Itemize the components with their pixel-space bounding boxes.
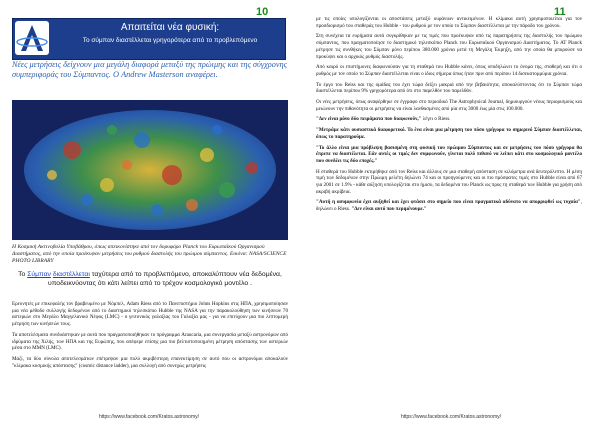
cmb-map-image xyxy=(12,100,288,240)
quote-paragraph: "Μετράμε κάτι ουσιαστικά διαφορετικό. Το ένα είναι μια μέτρηση του πόσο γρήγορα το σημερινό Σύμπαν διαστέλλεται, όπως το παρατηρούμε. xyxy=(316,127,582,140)
quote-bold: "Δεν είναι αυτό που περιμένουμε." xyxy=(351,206,427,213)
link-expands[interactable]: διαστέλλεται xyxy=(52,271,90,278)
article-column xyxy=(12,301,288,373)
footer-url[interactable]: https://www.facebook.com/Kratos.astronomy/ xyxy=(400,414,502,420)
quote-attribution: λέγει ο Riess. xyxy=(421,116,451,123)
article-paragraph: με τις οποίες υπολογίζονται οι αποστάσεις μεταξύ ουράνιων αντικειμένων. Η κλίμακα αυτή χρησιμοποιείται για τον προσδιορισμό του σταθεράς του Hubble - του ρυθμού με τον οποίο το Σύμπαν διαστέλλεται με την πάροδο του χρόνου. xyxy=(316,16,582,29)
quote-bold: "Δεν είναι μόνο δύο πειράματα που διαφωνούν," xyxy=(316,116,422,123)
image-caption: Η Κοσμική Ακτινοβολία Υποβάθρου, όπως απεικονίστηκε από τον δορυφόρο Planck του Ευρωπαϊκού Οργανισμού Διαστήματος, από την οποία προέκυψαν μετρήσεις του ρυθμού διαστολής του πρώιμου σύμπαντος. Εικόνα: NASA/SCIENCE PHOTO LIBRARY xyxy=(12,244,287,264)
headline-text xyxy=(12,271,288,288)
article-column xyxy=(316,16,582,217)
article-paragraph: Η σταθερά του Hubble εκτιμήθηκε από τον Reiss και άλλους σε μια σταθερή απόσταση σε κιλόμετρα ανά δευτερόλεπτο. Η μέση τιμή των δεδομένων στην Πρώιμη μελέτη δηλώνει 74 και οι προηγούμενες και οι πιο πρόσφατες τιμές στο Hubble είναι από 67 για 2001 σε 1.9% - κάθε αύξηση υπολογίζεται στο ήμισυ, τα δεδομένα του Planck ως προς τη σταθερά των Hubble για χρήση από ακριβή ακρίβεια. xyxy=(316,168,582,195)
article-paragraph: Στη συνέχεια τα ευρήματα αυτά συγκρίθηκαν με τις τιμές που προέκυψαν από τις παρατηρήσεις της διαστολής του πρώιμου σύμπαντος, που πραγματοποίησε το διαστημικό τηλεσκόπιο Planck του Ευρωπαϊκού Οργανισμού Διαστήματος. Το ΑΤ Planck μέτρησε τις συνθήκες του Σύμπαν μόνο περίπου 380.000 χρόνια μετά τη Μεγάλη Έκρηξη, από την οποία θα μπορούσε να προκύψει και ο αρχικός ρυθμός διαστολής. xyxy=(316,33,582,60)
article-paragraph: Από καιρό οι επιστήμονες διαφωνούσαν για τη σταθερά του Hubble κάνει, όπως υποδηλώνει το όνομα της, σταθερή και ότι ο ρυθμός με τον οποίο το Σύμπαν διαστέλλεται είναι ο ίδιος σήμερα όπως ήταν πριν από περίπου 14 δισεκατομμύρια χρόνια. xyxy=(316,64,582,77)
footer-url[interactable]: https://www.facebook.com/Kratos.astronomy/ xyxy=(98,414,200,420)
article-paragraph: Το έργο του Reiss και της ομάδας του έχει τώρα δείξει μακριά από την βεβαιότητα, αποκαλύπτοντας ότι το Σύμπαν τώρα διαστέλλεται περίπου 9% γρηγορότερα από ότι στο παρελθόν του παρελθόν. xyxy=(316,81,582,95)
headline-part: Το xyxy=(18,271,28,278)
article-paragraph: Τα αποτελέσματα συνδυάστηκαν με αυτά που πραγματοποιήθηκαν το πρόγραμμα Araucaria, μια συνεργασία μεταξύ αστρονόμων από ιδρύματα της Χιλής, των ΗΠΑ και της Ευρώπης, που απέφερε επίσης μια πιο βελτιστοποιημένη μέτρηση απόστασης των αστεριών μέσα στο ΜΜΝ (LMC). xyxy=(12,331,288,352)
right-page xyxy=(302,0,600,424)
astronomy-logo-icon xyxy=(15,21,49,55)
quote-paragraph: "Το άλλο είναι μια πρόβλεψη βασισμένη στη φυσική του πρώιμου Σύμπαντος και σε μετρήσεις του πόσο γρήγορα θα έπρεπε να διαστέλεται. Εάν αυτές οι τιμές δεν συμφωνούν, γίνεται πολύ πιθανό να λείπει κάτι στο κοσμολογικό μοντέλο που συνδέει τις δύο εποχές." xyxy=(316,144,582,164)
intro-text: Νέες μετρήσεις δείχνουν μια μεγάλη διαφορά μεταξύ της πρώιμης και της σύγχρονης συμπεριφοράς του Σύμπαντος. Ο Andrew Masterson αναφέρει. xyxy=(12,60,288,79)
quote-paragraph xyxy=(316,199,582,212)
link-universe[interactable]: Σύμπαν xyxy=(27,271,51,278)
article-paragraph: Ερευνητές με επικεφαλής τον βραβευμένο με Νόμπελ, Adam Riess από το Πανεπιστήμιο Johns Hopkins στις ΗΠΑ, χρησιμοποίησαν μια νέα μέθοδο συλλογής δεδομένων από το διαστημικό τηλεσκόπιο Hubble της NASA για την παρακολούθηση των κινήσεων 70 αστεριών στο Μεγάλο Μαγγελανικό Νέφος (LMC) - ο γειτονικός γαλαξίας του Γαλαξία μας - για να επιτύχουν μια πιο λεπτομερή μέτρηση των κινήσεών τους. xyxy=(12,301,288,328)
left-page xyxy=(0,0,298,424)
article-paragraph: Οι νέες μετρήσεις, όπως αναφέρθηκε σε έγγραφο στο περιοδικό The Astrophysical Journal, δημιουργούν νέους περιορισμούς και μειώνουν την πιθανότητα οι μετρήσεις να είναι λανθασμένες από μία στις 3000 έως μία στις 100.000. xyxy=(316,99,582,112)
page-number: 11 xyxy=(554,6,566,18)
quote-bold: "Αυτή η ασυμφωνία έχει αυξηθεί και έχει φτάσει στο σημείο που είναι πραγματικά αδύνατο να απορριφθεί ως τυχαία" xyxy=(316,199,581,206)
article-paragraph: Μαζί, τα δύο σύνολα αποτελεσμάτων επέτρεψαν μια πολύ ακριβέστερη επανεκτίμηση σε αυτό που οι αστρονόμοι αποκαλούν "κλίμακα κοσμικής απόστασης" (cosmic distance ladder), μια συλλογή από συνεχώς μετρήσεις xyxy=(12,355,288,369)
title-banner xyxy=(12,18,286,60)
headline-part: ταχύτερα από το προβλεπόμενο, αποκαλύπτουν νέα δεδομένα, υποδεικνύοντας ότι κάτι λείπει από το τρέχον κοσμολογικό μοντέλο . xyxy=(47,271,282,287)
banner-subtitle: Το σύμπαν διαστέλλεται γρηγορότερα από το προβλεπόμενο xyxy=(82,37,258,44)
page-number: 10 xyxy=(256,6,269,18)
quote-attribution: , δηλώνει ο Riess. xyxy=(316,199,582,213)
banner-title: Απαιτείται νέα φυσική: xyxy=(120,22,220,33)
quote-paragraph xyxy=(316,116,582,123)
